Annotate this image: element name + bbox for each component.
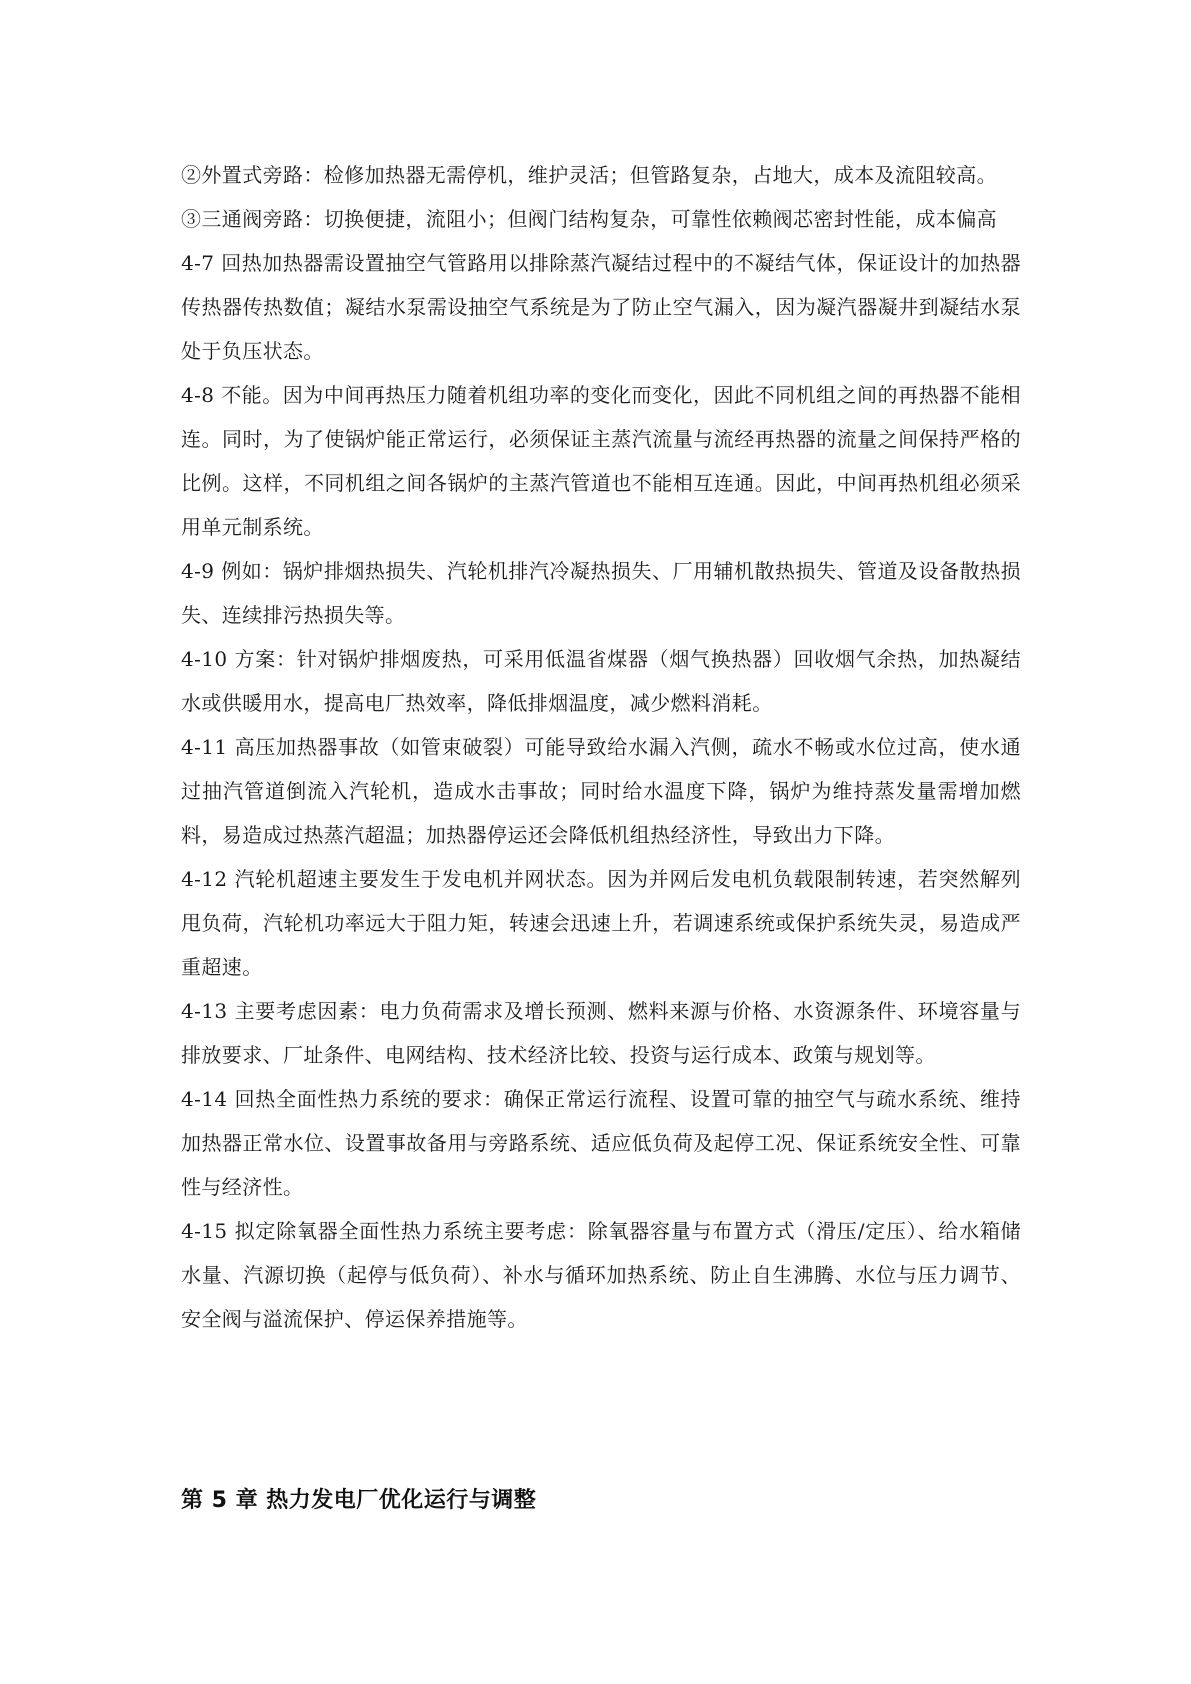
paragraph-4-8: 4-8 不能。因为中间再热压力随着机组功率的变化而变化，因此不同机组之间的再热器不能相连。同时，为了使锅炉能正常运行，必须保证主蒸汽流量与流经再热器的流量之间保持严格的比例。这样，不同机组之间各锅炉的主蒸汽管道也不能相互连通。因此，中间再热机组必须采用单元制系统。: [181, 383, 1021, 539]
paragraph-bypass-three-way: ③三通阀旁路：切换便捷，流阻小；但阀门结构复杂，可靠性依赖阀芯密封性能，成本偏高: [181, 207, 997, 231]
paragraph-4-12: 4-12 汽轮机超速主要发生于发电机并网状态。因为并网后发电机负载限制转速，若突然解列甩负荷，汽轮机功率远大于阻力矩，转速会迅速上升，若调速系统或保护系统失灵，易造成严重超速。: [181, 867, 1021, 979]
chapter-heading: 第 5 章 热力发电厂优化运行与调整: [181, 1488, 537, 1513]
answer-list: [181, 153, 1021, 1341]
paragraph-4-10: 4-10 方案：针对锅炉排烟废热，可采用低温省煤器（烟气换热器）回收烟气余热，加热凝结水或供暖用水，提高电厂热效率，降低排烟温度，减少燃料消耗。: [181, 647, 1021, 715]
paragraph-4-7: 4-7 回热加热器需设置抽空气管路用以排除蒸汽凝结过程中的不凝结气体，保证设计的加热器传热器传热数值；凝结水泵需设抽空气系统是为了防止空气漏入，因为凝汽器凝井到凝结水泵处于负压状态。: [181, 251, 1021, 363]
paragraph-4-15: 4-15 拟定除氧器全面性热力系统主要考虑：除氧器容量与布置方式（滑压/定压）、给水箱储水量、汽源切换（起停与低负荷）、补水与循环加热系统、防止自生沸腾、水位与压力调节、安全阀与溢流保护、停运保养措施等。: [181, 1219, 1021, 1331]
paragraph-bypass-external: ②外置式旁路：检修加热器无需停机，维护灵活；但管路复杂，占地大，成本及流阻较高。: [181, 163, 997, 187]
paragraph-4-11: 4-11 高压加热器事故（如管束破裂）可能导致给水漏入汽侧，疏水不畅或水位过高，使水通过抽汽管道倒流入汽轮机，造成水击事故；同时给水温度下降，锅炉为维持蒸发量需增加燃料，易造成过热蒸汽超温；加热器停运还会降低机组热经济性，导致出力下降。: [181, 735, 1021, 847]
paragraph-4-9: 4-9 例如：锅炉排烟热损失、汽轮机排汽冷凝热损失、厂用辅机散热损失、管道及设备散热损失、连续排污热损失等。: [181, 559, 1021, 627]
paragraph-4-14: 4-14 回热全面性热力系统的要求：确保正常运行流程、设置可靠的抽空气与疏水系统、维持加热器正常水位、设置事故备用与旁路系统、适应低负荷及起停工况、保证系统安全性、可靠性与经济性。: [181, 1087, 1021, 1199]
paragraph-4-13: 4-13 主要考虑因素：电力负荷需求及增长预测、燃料来源与价格、水资源条件、环境容量与排放要求、厂址条件、电网结构、技术经济比较、投资与运行成本、政策与规划等。: [181, 999, 1021, 1067]
